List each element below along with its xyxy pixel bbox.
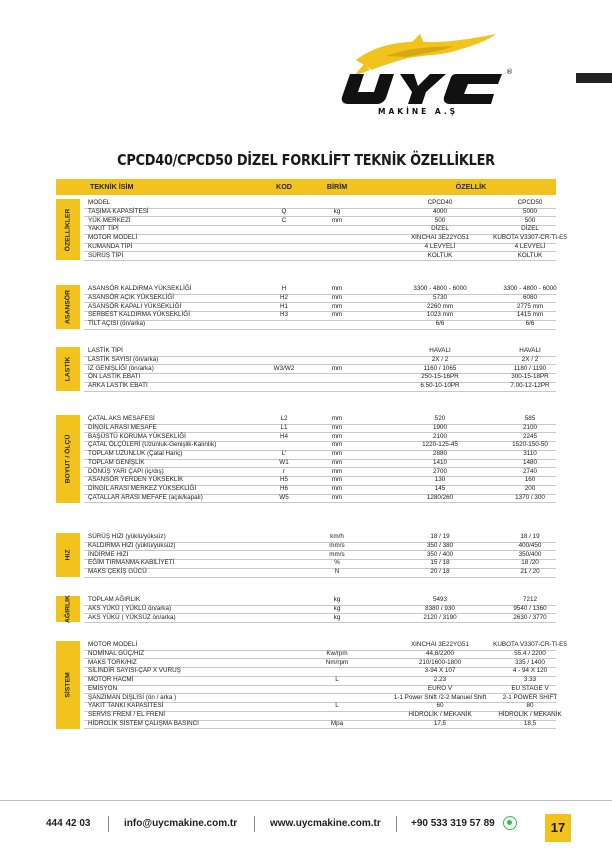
cell-cpcd40: 350 / 380: [426, 541, 454, 549]
cell-name: MOTOR MODELİ: [88, 641, 138, 648]
cell-cpcd50: DİZEL: [521, 225, 539, 233]
cell-cpcd50: KUBOTA V3307-CR-TI-E5: [493, 234, 567, 241]
cell-cpcd40: 2700: [432, 467, 448, 475]
cell-cpcd40: XINCHAI 3E22YG51: [410, 641, 470, 648]
cell-cpcd50: 1370 / 300: [515, 493, 545, 501]
cell-cpcd50: 500: [524, 216, 536, 224]
cell-name: HİDROLİK SİSTEM ÇALIŞMA BASINCI: [88, 719, 199, 727]
cell-name: İNDİRME HIZI: [88, 550, 129, 558]
cell-cpcd40: 500: [434, 216, 446, 224]
cell-code: L2: [280, 415, 288, 422]
cell-code: W5: [279, 493, 289, 501]
cell-name: ASANSÖR KALDIRMA YÜKSEKLİĞİ: [88, 285, 192, 292]
cell-cpcd50: 6/6: [525, 320, 535, 327]
cell-cpcd50: 18 / 19: [520, 533, 540, 540]
cell-cpcd50: 400/450: [518, 541, 542, 549]
spec-section: [56, 415, 556, 503]
cell-cpcd50: 160: [524, 476, 536, 484]
section-label: [56, 533, 80, 577]
cell-code: C: [281, 216, 287, 224]
cell-cpcd40: 210/1600-1800: [418, 658, 462, 666]
cell-cpcd40: 6.50-10-10PR: [420, 382, 460, 389]
cell-unit: kg: [333, 613, 341, 621]
cell-cpcd40: 1023 mm: [426, 311, 454, 319]
cell-cpcd50: 2630 / 3770: [513, 613, 547, 621]
cell-unit: Mpa: [330, 719, 344, 727]
section-label-text: BOYUT / ÖLÇÜ: [64, 434, 72, 484]
cell-cpcd40: 8380 / 930: [425, 604, 455, 612]
cell-cpcd50: 7.00-12-12PR: [510, 382, 550, 389]
cell-unit: mm: [331, 476, 343, 484]
cell-name: LASTİK TİPİ: [88, 347, 123, 354]
section-label: [56, 199, 80, 260]
cell-cpcd40: 18 / 19: [430, 533, 450, 540]
cell-unit: mm: [331, 467, 343, 475]
cell-cpcd40: 2880: [432, 450, 448, 457]
cell-unit: mm: [331, 423, 343, 431]
cell-name: ÇATAL ÖLÇÜLERİ (Uzunluk-Genişlik-Kalınlık): [88, 441, 217, 449]
cell-cpcd50: 335 / 1400: [515, 658, 545, 666]
cell-unit: kg: [333, 207, 341, 215]
logo-accent-bar: [576, 73, 612, 83]
cell-name: MOTOR MODELİ: [88, 234, 138, 241]
whatsapp-icon[interactable]: [503, 816, 517, 830]
spec-section: [56, 596, 556, 622]
brand-subtitle: MAKİNE A.Ş: [378, 107, 459, 116]
cell-cpcd50: 1415 mm: [516, 311, 544, 319]
cell-cpcd50: 9540 / 1360: [513, 604, 547, 612]
page-number-box: [545, 814, 571, 842]
cell-code: r: [282, 467, 286, 475]
cell-cpcd40: 20 / 18: [430, 568, 450, 575]
table-row: [84, 720, 556, 730]
cell-cpcd50: 200: [524, 485, 536, 492]
cell-code: Q: [281, 207, 287, 215]
cell-cpcd40: 1220-125-45: [422, 441, 458, 449]
cell-cpcd50: 2X / 2: [521, 355, 539, 363]
cell-unit: mm: [331, 285, 343, 292]
spec-section: [56, 533, 556, 577]
table-row: [84, 252, 556, 262]
cell-cpcd40: 1410: [432, 458, 448, 466]
cell-cpcd40: 130: [434, 476, 446, 484]
cell-unit: L: [335, 702, 339, 710]
cell-name: MAKS TORK/HIZ: [88, 658, 137, 666]
cell-cpcd50: EU STAGE V: [511, 684, 549, 692]
cell-cpcd50: 4 - 94 X 120: [512, 667, 548, 675]
cell-cpcd40: 3-94 X 107: [424, 667, 456, 675]
section-label: [56, 641, 80, 729]
cell-cpcd40: 2120 / 3190: [423, 613, 457, 621]
cell-unit: mm: [331, 216, 343, 224]
cell-name: DİNGİL ARASI MERKEZ YÜKSEKLİĞİ: [88, 485, 197, 492]
cell-code: W3/W2: [273, 364, 295, 372]
cell-cpcd50: 80: [526, 702, 534, 710]
cell-name: SERVİS FRENİ / EL FRENİ: [88, 711, 165, 718]
cell-cpcd50: 21 / 20: [520, 568, 540, 575]
cell-cpcd40: 5493: [432, 596, 448, 603]
cell-name: LASTİK SAYISI (ön/arka): [88, 355, 159, 363]
table-row: [84, 320, 556, 330]
page-title: CPCD40/CPCD50 DİZEL FORKLİFT TEKNİK ÖZELLİKLER: [117, 151, 495, 169]
cell-cpcd50: 1480: [522, 458, 538, 466]
footer-website[interactable]: www.uycmakine.com.tr: [270, 818, 381, 829]
cell-unit: mm: [331, 493, 343, 501]
cell-name: SÜRÜŞ HIZI (yüklü/yüksüz): [88, 533, 166, 540]
cell-code: H2: [279, 293, 289, 301]
cell-unit: mm: [331, 485, 343, 492]
cell-name: TİLT AÇISI (ön/arka): [88, 320, 146, 327]
cell-code: L1: [280, 423, 288, 431]
cell-name: ÇATAL AKS MESAFESİ: [88, 415, 155, 422]
page-number: 17: [550, 820, 566, 835]
cell-cpcd40: 1900: [432, 423, 448, 431]
cell-cpcd50: KOLTUK: [517, 251, 543, 259]
cell-unit: %: [334, 559, 340, 567]
cell-cpcd50: 3300 - 4800 - 6000: [503, 285, 557, 292]
cell-code: H1: [279, 302, 289, 310]
cell-cpcd50: 3110: [523, 450, 537, 457]
cell-name: DÖNÜŞ YARI ÇAPI (iç/dış): [88, 467, 164, 475]
cell-cpcd40: 4 LEVYELİ: [424, 242, 456, 250]
cell-name: SERBEST KALDIRMA YÜKSEKLİĞİ: [88, 311, 190, 319]
cell-cpcd50: 3.33: [523, 676, 537, 683]
section-label-text: SİSTEM: [64, 672, 72, 698]
cell-name: EMİSYON: [88, 684, 118, 692]
cell-cpcd40: 44,8/2200: [425, 649, 455, 657]
cell-name: YAKIT TANKI KAPASİTESİ: [88, 702, 164, 710]
cell-name: ÇATALLAR ARASI MEFAFE (açık/kapalı): [88, 493, 203, 501]
registered-mark: ®: [506, 68, 513, 76]
cell-unit: mm/s: [329, 550, 345, 558]
cell-cpcd40: CPCD40: [427, 199, 453, 206]
section-label-text: AĞIRLIK: [64, 595, 72, 624]
section-label-text: HIZ: [64, 549, 72, 561]
cell-name: MAKS ÇEKİŞ GÜCÜ: [88, 568, 147, 575]
cell-unit: kg: [333, 604, 341, 612]
cell-cpcd40: 6/6: [435, 320, 445, 327]
header-spec: ÖZELLİK: [455, 182, 487, 191]
cell-name: TOPLAM AĞIRLIK: [88, 596, 141, 603]
cell-unit: mm: [331, 302, 343, 310]
cell-cpcd40: DİZEL: [431, 225, 449, 233]
footer-email[interactable]: info@uycmakine.com.tr: [124, 818, 238, 829]
cell-code: H6: [279, 485, 289, 492]
cell-cpcd50: 6080: [522, 293, 538, 301]
cell-unit: mm: [331, 450, 343, 457]
cell-cpcd50: HİDROLİK / MEKANİK: [498, 711, 562, 718]
section-label: [56, 415, 80, 503]
footer-separator: [396, 816, 397, 832]
section-label: [56, 285, 80, 329]
cell-cpcd50: 300-15-18PR: [511, 373, 549, 381]
cell-unit: mm: [331, 293, 343, 301]
cell-cpcd40: XINCHAI 3E22YG51: [410, 234, 470, 241]
cell-cpcd40: 250-15-16PR: [421, 373, 459, 381]
cell-cpcd40: KOLTUK: [427, 251, 453, 259]
table-row: [84, 494, 556, 504]
cell-unit: mm/s: [329, 541, 345, 549]
cell-cpcd50: 2-1 POWER SHIFT: [502, 693, 558, 701]
cell-name: EĞİM TIRMANMA KABİLİYETİ: [88, 559, 175, 567]
section-label-text: ASANSÖR: [64, 289, 72, 324]
cell-unit: L: [335, 676, 339, 683]
cell-unit: kg: [333, 596, 341, 603]
brand-logo: [326, 30, 526, 116]
table-header: [56, 179, 556, 195]
cell-unit: mm: [331, 432, 343, 440]
cell-name: BAŞÜSTÜ KORUMA YÜKSEKLİĞİ: [88, 432, 186, 440]
cell-cpcd50: 1520-150-50: [512, 441, 548, 449]
cell-name: ASANSÖR KAPALI YÜKSEKLİĞİ: [88, 302, 182, 310]
spec-section: [56, 347, 556, 391]
cell-cpcd40: HİDROLİK / MEKANİK: [408, 711, 472, 718]
cell-code: H5: [279, 476, 289, 484]
cell-name: TOPLAM GENİŞLİK: [88, 458, 145, 466]
cell-code: H: [281, 285, 287, 292]
footer-phone[interactable]: 444 42 03: [46, 818, 91, 829]
spec-section: [56, 285, 556, 329]
header-unit: BİRİM: [326, 182, 348, 191]
section-label: [56, 347, 80, 391]
table-row: [84, 568, 556, 578]
cell-name: ŞANZIMAN DİŞLİSİ (ön / arka ): [88, 693, 177, 701]
cell-name: AKS YÜKÜ ( YÜKLÜ ön/arka): [88, 604, 172, 612]
cell-name: SÜRÜŞ TİPİ: [88, 251, 124, 259]
cell-cpcd40: 5730: [432, 293, 448, 301]
cell-cpcd40: 2260 mm: [426, 302, 454, 310]
cell-name: KALDIRMA HIZI (yüklü/yüksüz): [88, 541, 176, 549]
header-name: TEKNİK İSİM: [90, 182, 134, 191]
cell-name: ASANSÖR AÇIK YÜKSEKLİĞİ: [88, 293, 174, 301]
footer-mobile[interactable]: +90 533 319 57 89: [411, 818, 495, 829]
cell-code: H3: [279, 311, 289, 319]
cell-unit: mm: [331, 458, 343, 466]
cell-cpcd40: 17,5: [433, 719, 447, 727]
footer-separator: [108, 816, 109, 832]
cell-name: İZ GENİŞLİĞİ (ön/arka): [88, 364, 154, 372]
cell-cpcd50: 2245: [522, 432, 538, 440]
cell-cpcd40: EURO V: [427, 684, 453, 692]
cell-name: ÖN LASTİK EBATI: [88, 373, 141, 381]
cell-cpcd50: 350/400: [518, 550, 542, 558]
cell-cpcd40: HAVALI: [429, 347, 451, 354]
cell-cpcd50: 5000: [522, 207, 538, 215]
cell-name: AKS YÜKÜ ( YÜKSÜZ ön/arka): [88, 613, 176, 621]
cell-cpcd40: 15 / 18: [430, 559, 450, 567]
cell-name: MODEL: [88, 199, 111, 206]
cell-cpcd40: 1160 / 1065: [423, 364, 457, 372]
cell-cpcd40: 1280/260: [426, 493, 454, 501]
table-row: [84, 614, 556, 624]
section-label: [56, 596, 80, 622]
table-row: [84, 382, 556, 392]
cell-name: DİNGİL ARASI MESAFE: [88, 423, 157, 431]
cell-cpcd50: KUBOTA V3307-CR-TI-E5: [493, 641, 567, 648]
cell-cpcd50: 55.4 / 2200: [514, 649, 546, 657]
cell-name: YÜK MERKEZİ: [88, 216, 131, 224]
cell-cpcd40: 2.23: [433, 676, 447, 683]
cell-name: TOPLAM UZUNLUK (Çatal Hariç): [88, 450, 183, 457]
cell-code: H4: [279, 432, 289, 440]
cell-cpcd50: 2100: [522, 423, 538, 431]
cell-cpcd40: 145: [434, 485, 446, 492]
cell-unit: mm: [331, 415, 343, 422]
cell-cpcd50: 7212: [522, 596, 538, 603]
cell-unit: mm: [331, 311, 343, 319]
footer-separator: [254, 816, 255, 832]
cell-unit: N: [334, 568, 340, 575]
header-code: KOD: [276, 182, 292, 191]
spec-section: [56, 199, 567, 260]
cell-cpcd50: HAVALI: [519, 347, 541, 354]
cell-unit: Nm/rpm: [325, 658, 349, 666]
section-label-text: LASTİK: [64, 356, 72, 382]
cell-name: SİLİNDİR SAYISI-ÇAP X VURUŞ: [88, 667, 181, 675]
cell-unit: mm: [331, 364, 343, 372]
cell-name: KUMANDA TİPİ: [88, 242, 133, 250]
cell-cpcd50: 4 LEVYELİ: [514, 242, 546, 250]
cell-name: ARKA LASTİK EBATI: [88, 382, 148, 389]
section-label-text: ÖZELLİKLER: [64, 208, 72, 251]
cell-cpcd40: 1-1 Power Shift /2-2 Manuel Shift: [393, 693, 487, 701]
cell-code: L': [281, 450, 287, 457]
cell-cpcd50: 18 /20: [521, 559, 539, 567]
cell-name: NOMİNAL GÜÇ/HIZ: [88, 649, 145, 657]
cell-name: ASANSÖR YERDEN YÜKSEKLİK: [88, 476, 184, 484]
cell-cpcd40: 520: [434, 415, 446, 422]
spec-section: [56, 641, 567, 729]
cell-cpcd50: 585: [524, 415, 536, 422]
cell-unit: mm: [331, 441, 343, 449]
cell-cpcd50: 2775 mm: [516, 302, 544, 310]
cell-cpcd50: 2740: [522, 467, 538, 475]
cell-cpcd40: 2100: [432, 432, 448, 440]
cell-cpcd50: CPCD50: [517, 199, 543, 206]
cell-cpcd40: 4000: [432, 207, 448, 215]
cell-cpcd40: 350 / 400: [426, 550, 454, 558]
cell-unit: Kw/rpm: [326, 649, 348, 657]
cell-name: YAKIT TİPİ: [88, 225, 119, 233]
cell-code: W1: [279, 458, 289, 466]
cell-unit: km/h: [330, 533, 344, 540]
cell-cpcd50: 1180 / 1190: [513, 364, 547, 372]
cell-cpcd50: 18,5: [523, 719, 537, 727]
cell-cpcd40: 2X / 2: [431, 355, 449, 363]
cell-cpcd40: 60: [436, 702, 444, 710]
cell-name: TAŞIMA KAPASİTESİ: [88, 207, 149, 215]
cell-name: MOTOR HACMİ: [88, 676, 134, 683]
cell-cpcd40: 3300 - 4800 - 6000: [413, 285, 467, 292]
footer-divider: [0, 800, 612, 801]
